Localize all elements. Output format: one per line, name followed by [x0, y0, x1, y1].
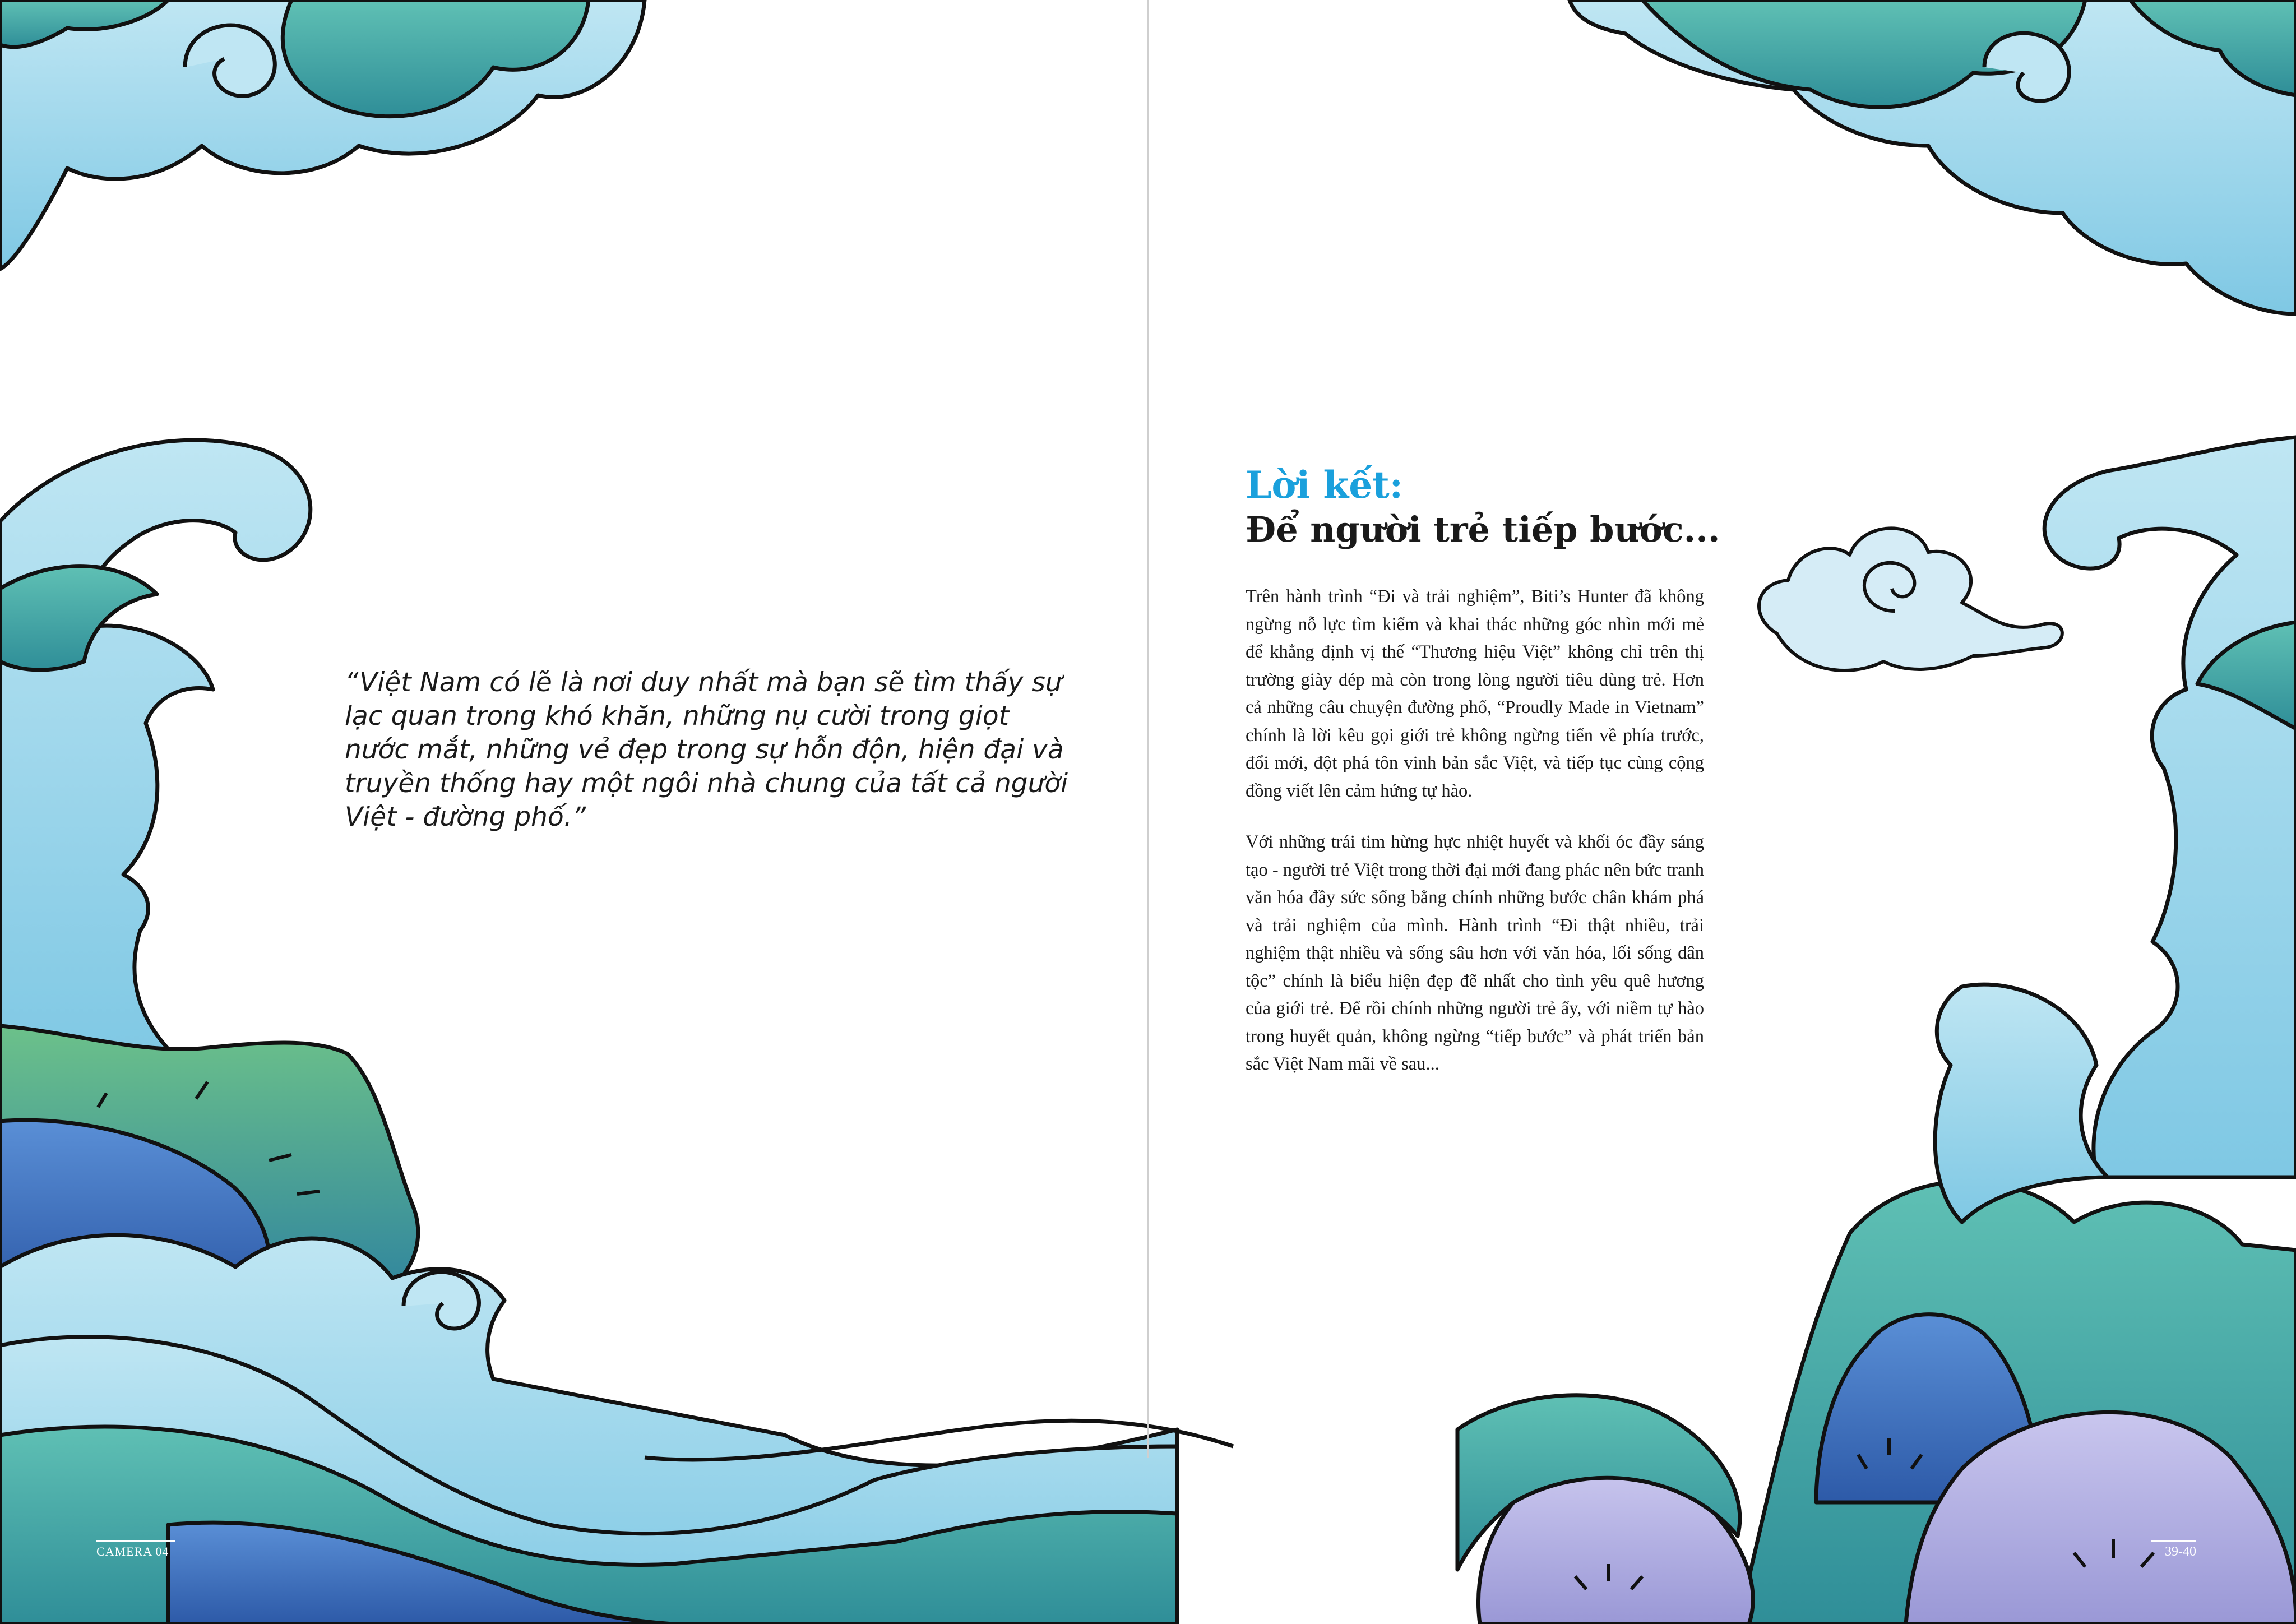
- heading-kicker: Lời kết:: [1246, 463, 1404, 507]
- bottom-waves: [0, 1235, 1233, 1624]
- heading-title: Để người trẻ tiếp bước...: [1246, 509, 1720, 550]
- section-heading: [1246, 462, 1750, 552]
- top-left-waves: [0, 0, 645, 269]
- left-wave-curl: [0, 440, 311, 1065]
- folio-left: CAMERA 04: [96, 1540, 175, 1559]
- page-gutter: [1147, 0, 1149, 1458]
- folio-right: 39-40: [2151, 1540, 2196, 1560]
- top-right-waves: [1570, 0, 2296, 314]
- body-paragraph-1: Trên hành trình “Đi và trải nghiệm”, Biti’s Hunter đã không ngừng nỗ lực tìm kiếm và khai thác những góc nhìn mới mẻ để khẳng định vị thế “Thương hiệu Việt” không chỉ trên thị trường giày dép mà còn trong lòng người tiêu dùng trẻ. Hơn cả những câu chuyện đường phố, “Proudly Made in Vietnam” chính là lời kêu gọi giới trẻ không ngừng tiến về phía trước, đổi mới, đột phá tôn vinh bản sắc Việt, và tiếp tục cùng cộng đồng viết lên cảm hứng tự hào.: [1246, 586, 1704, 801]
- cloud-icon: [1759, 528, 2062, 670]
- pull-quote: “Việt Nam có lẽ là nơi duy nhất mà bạn sẽ tìm thấy sự lạc quan trong khó khăn, những nụ cười trong giọt nước mắt, những vẻ đẹp trong sự hỗn độn, hiện đại và truyền thống hay một ngôi nhà chung của tất cả người Việt - đường phố.”: [345, 667, 1068, 832]
- body-text: [1246, 583, 1704, 1102]
- body-paragraph-2: Với những trái tim hừng hực nhiệt huyết và khối óc đầy sáng tạo - người trẻ Việt trong thời đại mới đang phác nên bức tranh văn hóa đầy sức sống bằng chính những bước chân khám phá và trải nghiệm của mình. Hành trình “Đi thật nhiều, trải nghiệm thật nhiều và sống sâu hơn với văn hóa, lối sống dân tộc” chính là biểu hiện đẹp đẽ nhất cho tình yêu quê hương của giới trẻ. Để rồi chính những người trẻ ấy, với niềm tự hào trong huyết quản, không ngừng “tiếp bước” và phát triển bản sắc Việt Nam mãi về sau...: [1246, 832, 1704, 1074]
